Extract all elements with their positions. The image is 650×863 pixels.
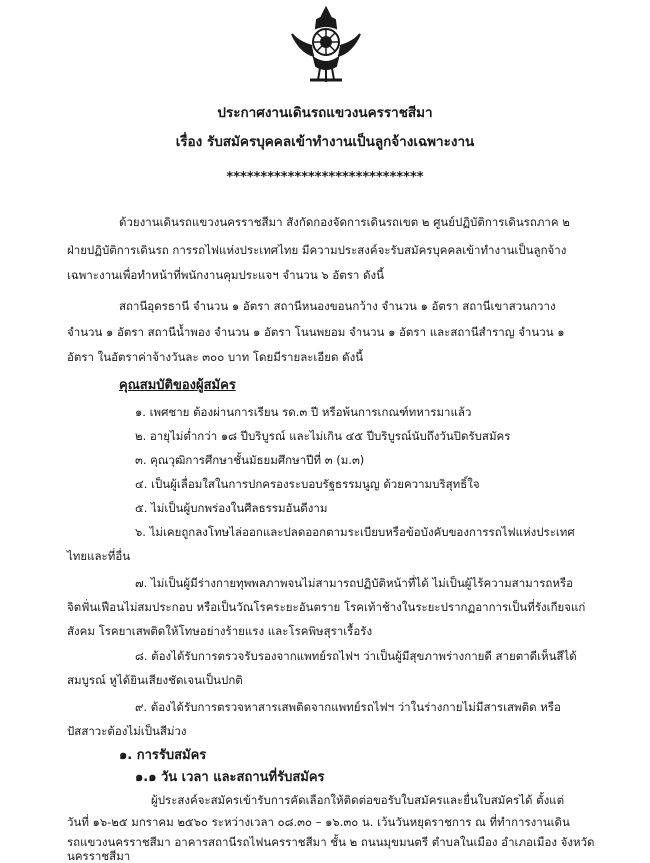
qualification-item-cont: ไทยและที่อื่น (67, 549, 131, 563)
qualification-item: ๒. อายุไม่ต่ำกว่า ๑๘ ปีบริบูรณ์ และไม่เกิน ๔๕ ปีบริบูรณ์นับถึงวันปิดรับสมัคร (135, 429, 511, 443)
intro-p1-line1: ด้วยงานเดินรถแขวงนครราชสีมา สังกัดกองจัดการเดินรถเขต ๒ ศูนย์ปฏิบัติการเดินรถภาค ๒ (119, 215, 570, 229)
page-title: ประกาศงานเดินรถแขวงนครราชสีมา (217, 105, 433, 121)
section1-heading: ๑. การรับสมัคร (119, 748, 207, 763)
page-subject: เรื่อง รับสมัครบุคคลเข้าทำงานเป็นลูกจ้างเฉพาะงาน (175, 134, 475, 150)
srt-emblem-logo (290, 6, 362, 84)
intro-p1-line3: เฉพาะงานเพื่อทำหน้าที่พนักงานคุมประแจฯ จำนวน ๖ อัตรา ดังนี้ (67, 268, 384, 282)
qualification-item-cont: สมบูรณ์ หูได้ยินเสียงชัดเจนเป็นปกติ (67, 673, 243, 687)
qualification-item-cont: สังคม โรคยาเสพติดให้โทษอย่างร้ายแรง และโรคพิษสุราเรื้อรัง (67, 624, 373, 638)
qualification-item: ๖. ไม่เคยถูกลงโทษไล่ออกและปลดออกตามระเบียบหรือข้อบังคับของการรถไฟแห่งประเทศ (135, 525, 575, 539)
qualification-item: ๗. ไม่เป็นผู้มีร่างกายทุพพลภาพจนไม่สามารถปฏิบัติหน้าที่ได้ ไม่เป็นผู้ไร้ความสามารถหรือ (135, 576, 574, 590)
qualification-item: ๘. ต้องได้รับการตรวจรับรองจากแพทย์รถไฟฯ ว่าเป็นผู้มีสุขภาพร่างกายดี สายตาดีเห็นสีได้ (135, 649, 577, 663)
separator: ***************************** (226, 170, 424, 185)
qualification-item: ๕. ไม่เป็นผู้บกพร่องในศีลธรรมอันดีงาม (135, 501, 328, 515)
qualifications-heading: คุณสมบัติของผู้สมัคร (119, 378, 236, 393)
intro-p2-line1: สถานีอุดรธานี จำนวน ๑ อัตรา สถานีหนองขอนกว้าง จำนวน ๑ อัตรา สถานีเขาสวนกวาง (119, 299, 556, 313)
section1-line: ผู้ประสงค์จะสมัครเข้ารับการคัดเลือกให้ติดต่อขอรับใบสมัครและยื่นใบสมัครได้ ตั้งแต่ (151, 793, 565, 807)
intro-p2-line2: จำนวน ๑ อัตรา สถานีน้ำพอง จำนวน ๑ อัตรา โนนพยอม จำนวน ๑ อัตรา และสถานีสำราญ จำนวน ๑ (67, 325, 565, 339)
qualification-item: ๓. คุณวุฒิการศึกษาชั้นมัธยมศึกษาปีที่ ๓ (ม.๓) (135, 453, 365, 467)
section1-line: วันที่ ๑๖-๒๕ มกราคม ๒๕๖๐ ระหว่างเวลา ๐๘.๓๐ – ๑๖.๓๐ น. เว้นวันหยุดราชการ ณ ที่ทำการงานเดิน (67, 815, 570, 829)
intro-p1-line2: ฝ่ายปฏิบัติการเดินรถ การรถไฟแห่งประเทศไทย มีความประสงค์จะรับสมัครบุคคลเข้าทำงานเป็นลูกจ้าง (67, 243, 567, 257)
qualification-item: ๔. เป็นผู้เลื่อมใสในการปกครองระบอบรัฐธรรมนูญ ด้วยความบริสุทธิ์ใจ (135, 477, 480, 491)
qualification-item-cont: จิตฟั่นเฟือนไม่สมประกอบ หรือเป็นวัณโรคระยะอันตราย โรคเท้าช้างในระยะปรากฏอาการเป็นที่รังเกียจแก่ (67, 600, 586, 614)
qualification-item: ๑. เพศชาย ต้องผ่านการเรียน รด.๓ ปี หรือพ้นการเกณฑ์ทหารมาแล้ว (135, 405, 472, 419)
qualification-item-cont: ปัสสาวะต้องไม่เป็นสีม่วง (67, 724, 187, 738)
qualification-item: ๙. ต้องได้รับการตรวจหาสารเสพติดจากแพทย์รถไฟฯ ว่าในร่างกายไม่มีสารเสพติด หรือ (135, 700, 561, 714)
section1-subheading: ๑.๑ วัน เวลา และสถานที่รับสมัคร (135, 770, 325, 785)
section1-line: รถแขวงนครราชสีมา อาคารสถานีรถไฟนครราชสีมา ชั้น ๒ ถนนมุขมนตรี ตำบลในเมือง อำเภอเมือง จังหวัด (67, 835, 595, 849)
section1-line: นครราชสีมา (67, 849, 131, 863)
intro-p2-line3: อัตรา ในอัตราค่าจ้างวันละ ๓๐๐ บาท โดยมีรายละเอียด ดังนี้ (67, 350, 364, 364)
